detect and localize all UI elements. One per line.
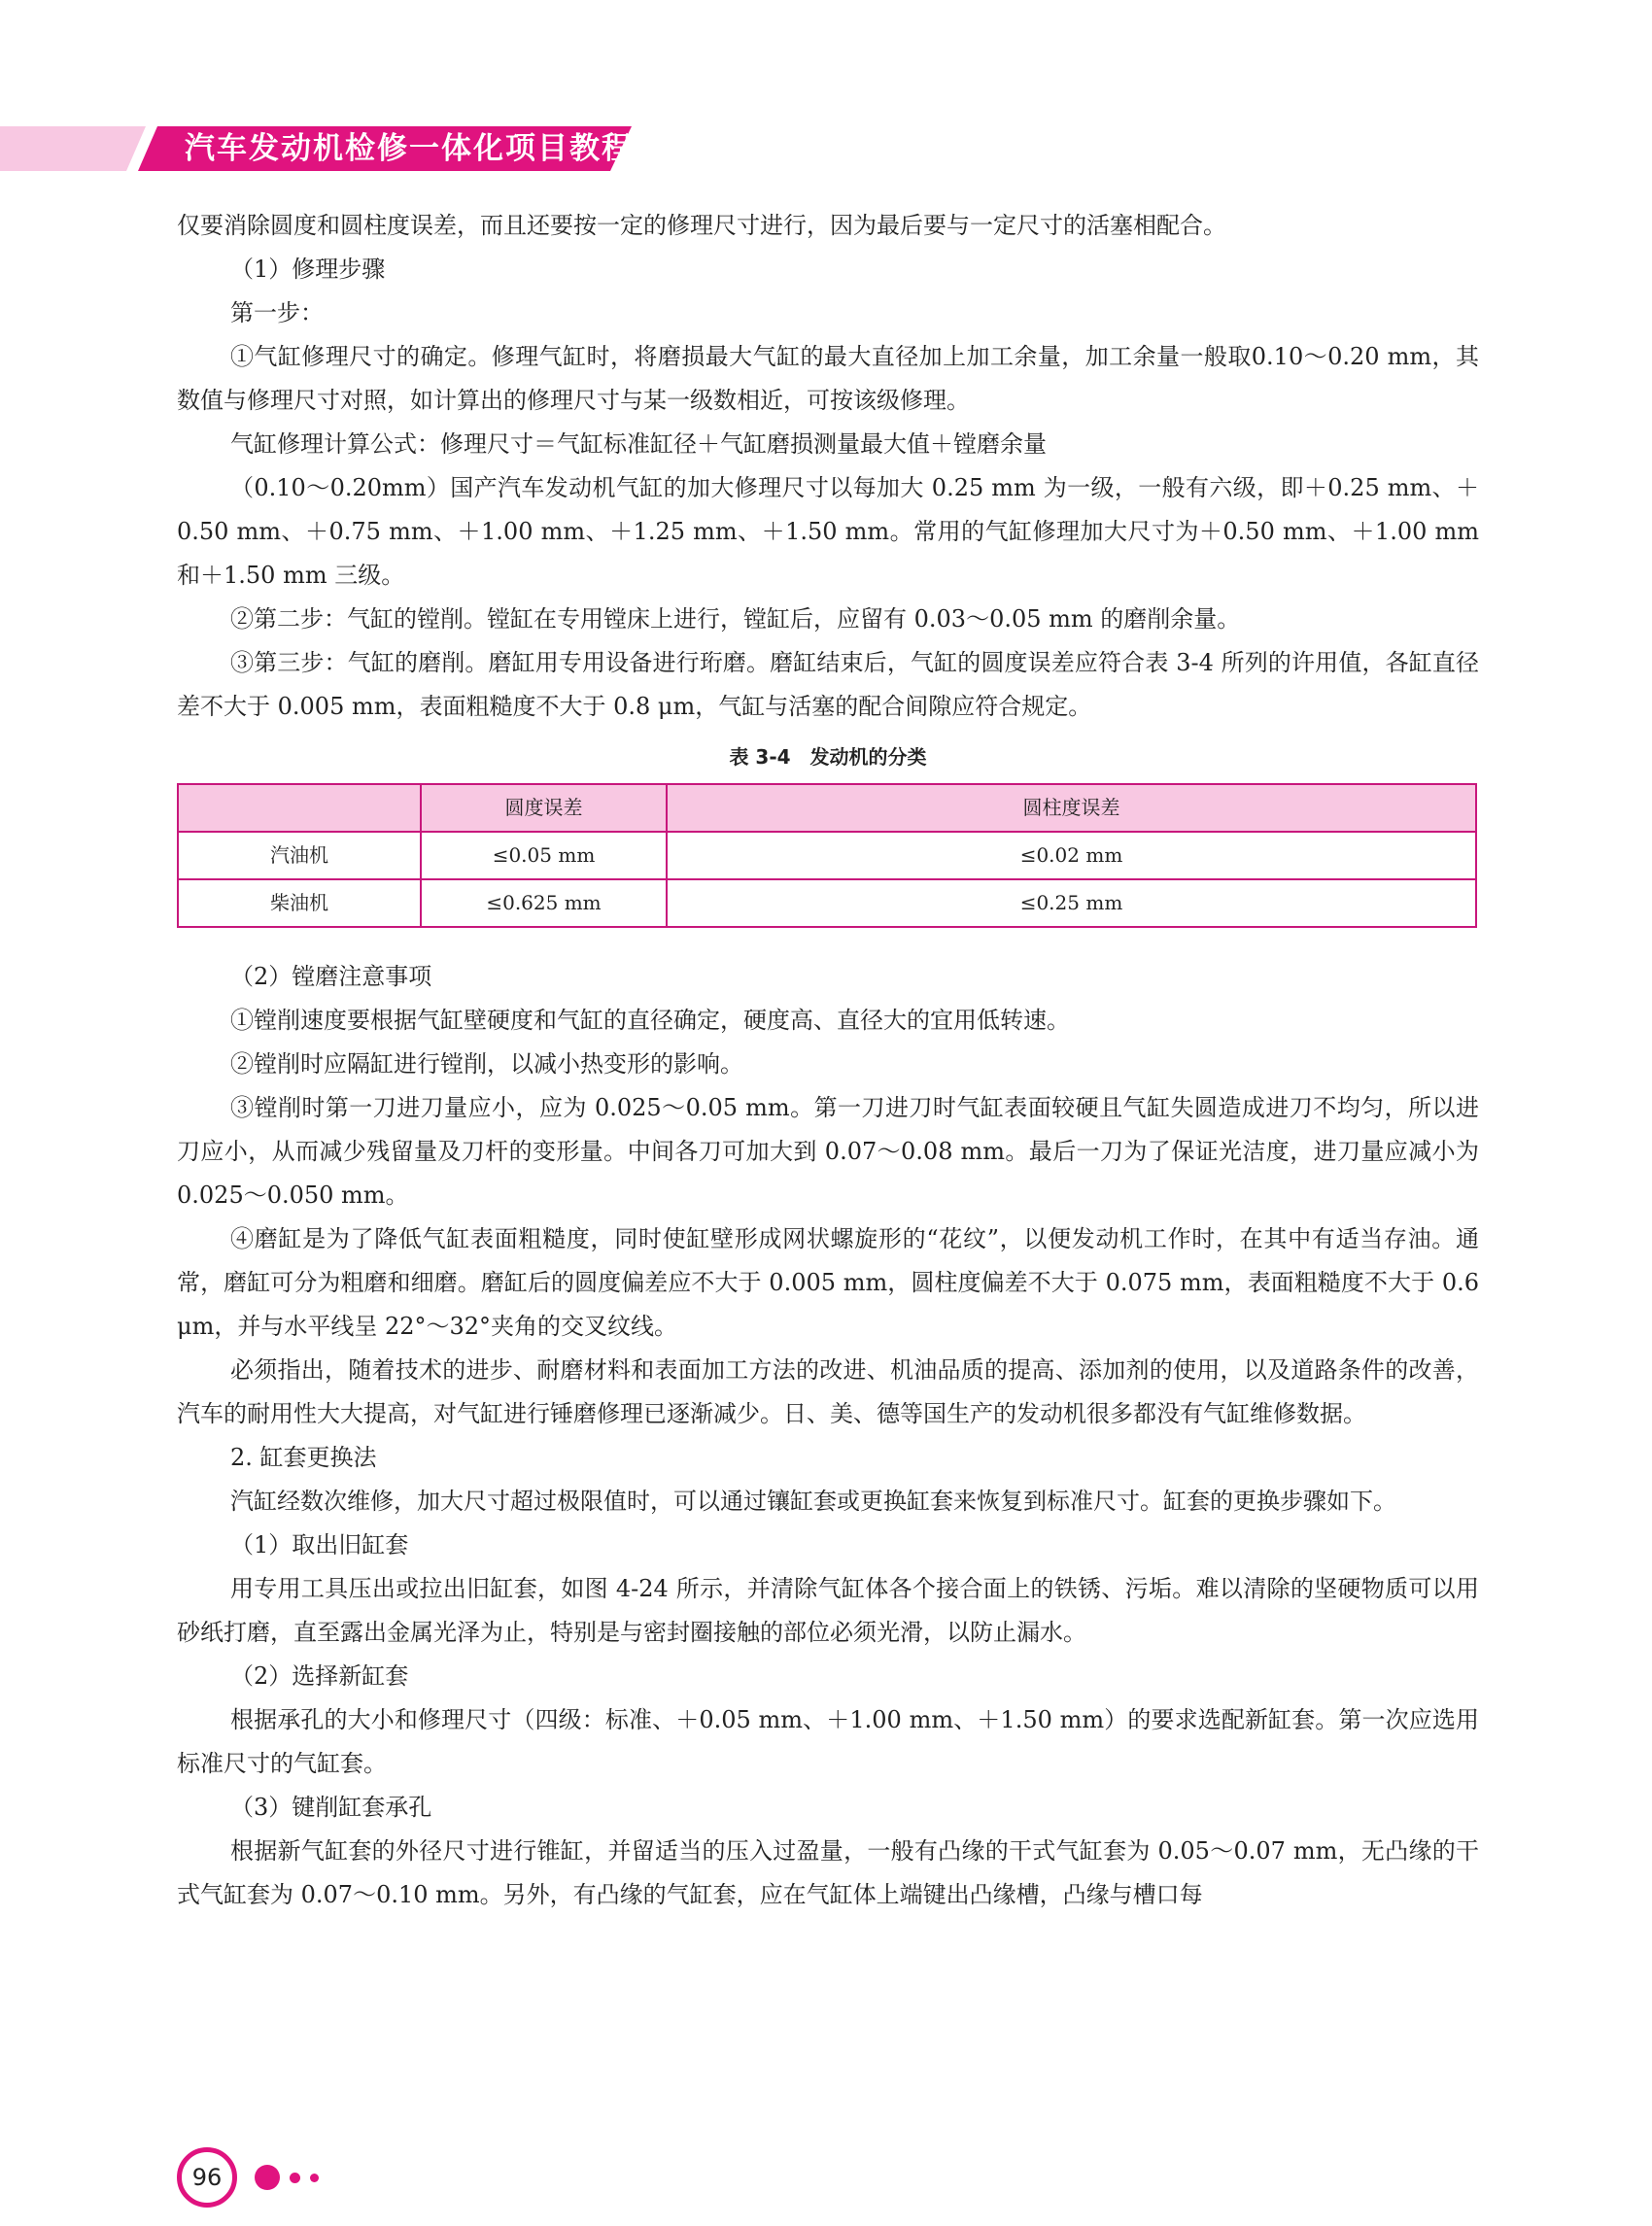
subheading: （2）镗磨注意事项 <box>230 963 432 990</box>
table-header-cell: 圆柱度误差 <box>667 784 1476 832</box>
table-cell: ≤0.25 mm <box>667 879 1476 927</box>
paragraph: 根据承孔的大小和修理尺寸（四级：标准、＋0.05 mm、＋1.00 mm、＋1.50 mm）的要求选配新缸套。第一次应选用标准尺寸的气缸套。 <box>177 1706 1479 1777</box>
paragraph: ①镗削速度要根据气缸壁硬度和气缸的直径确定，硬度高、直径大的宜用低转速。 <box>230 1007 1070 1034</box>
paragraph: 仅要消除圆度和圆柱度误差，而且还要按一定的修理尺寸进行，因为最后要与一定尺寸的活塞相配合。 <box>177 212 1226 239</box>
paragraph: ③第三步：气缸的磨削。磨缸用专用设备进行珩磨。磨缸结束后，气缸的圆度误差应符合表 3-4 所列的许用值，各缸直径差不大于 0.005 mm，表面粗糙度不大于 0.8 μm，气缸与活塞的配合间隙应符合规定。 <box>177 649 1479 720</box>
table-header-cell <box>178 784 421 832</box>
subheading: （3）键削缸套承孔 <box>230 1794 432 1821</box>
page-number-badge: 96 <box>177 2147 237 2208</box>
paragraph: 汽缸经数次维修，加大尺寸超过极限值时，可以通过镶缸套或更换缸套来恢复到标准尺寸。缸套的更换步骤如下。 <box>230 1488 1396 1515</box>
page-dot-small <box>310 2174 319 2182</box>
table-header-row <box>178 784 1476 832</box>
book-title: 汽车发动机检修一体化项目教程 <box>185 131 634 166</box>
section-heading: 2. 缸套更换法 <box>230 1444 377 1471</box>
paragraph: ②镗削时应隔缸进行镗削，以减小热变形的影响。 <box>230 1050 743 1078</box>
paragraph: ①气缸修理尺寸的确定。修理气缸时，将磨损最大气缸的最大直径加上加工余量，加工余量一般取0.10～0.20 mm，其数值与修理尺寸对照，如计算出的修理尺寸与某一级数相近，可按该级修理。 <box>177 343 1479 414</box>
paragraph: 用专用工具压出或拉出旧缸套，如图 4-24 所示，并清除气缸体各个接合面上的铁锈、污垢。难以清除的坚硬物质可以用砂纸打磨，直至露出金属光泽为止，特别是与密封圈接触的部位必须光滑，以防止漏水。 <box>177 1575 1479 1646</box>
paragraph: 第一步： <box>230 299 324 326</box>
table-cell: 汽油机 <box>178 832 421 879</box>
subheading: （1）修理步骤 <box>230 256 386 283</box>
table-cell: ≤0.02 mm <box>667 832 1476 879</box>
paragraph: 气缸修理计算公式：修理尺寸＝气缸标准缸径＋气缸磨损测量最大值＋镗磨余量 <box>230 430 1047 458</box>
subheading: （2）选择新缸套 <box>230 1662 409 1690</box>
table-caption: 表 3-4 发动机的分类 <box>729 745 927 769</box>
page-content <box>177 204 1479 1917</box>
table-row <box>178 879 1476 927</box>
page-dot-medium <box>290 2173 300 2183</box>
spec-table <box>177 783 1477 928</box>
table-cell: 柴油机 <box>178 879 421 927</box>
paragraph: ②第二步：气缸的镗削。镗缸在专用镗床上进行，镗缸后，应留有 0.03～0.05 mm 的磨削余量。 <box>230 605 1241 633</box>
table-row <box>178 832 1476 879</box>
page-dot-large <box>255 2165 280 2190</box>
paragraph: 必须指出，随着技术的进步、耐磨材料和表面加工方法的改进、机油品质的提高、添加剂的使用，以及道路条件的改善，汽车的耐用性大大提高，对气缸进行锤磨修理已逐渐减少。日、美、德等国生产的发动机很多都没有气缸维修数据。 <box>177 1356 1479 1427</box>
subheading: （1）取出旧缸套 <box>230 1531 409 1558</box>
paragraph: ③镗削时第一刀进刀量应小，应为 0.025～0.05 mm。第一刀进刀时气缸表面较硬且气缸失圆造成进刀不均匀，所以进刀应小，从而减少残留量及刀杆的变形量。中间各刀可加大到 0.07～0.08 mm。最后一刀为了保证光洁度，进刀量应减小为 0.025～0.050 mm。 <box>177 1094 1479 1209</box>
paragraph: ④磨缸是为了降低气缸表面粗糙度，同时使缸壁形成网状螺旋形的“花纹”，以便发动机工作时，在其中有适当存油。通常，磨缸可分为粗磨和细磨。磨缸后的圆度偏差应不大于 0.005 mm，圆柱度偏差不大于 0.075 mm，表面粗糙度不大于 0.6 μm，并与水平线呈 22°～32°夹角的交叉纹线。 <box>177 1225 1479 1340</box>
table-cell: ≤0.05 mm <box>421 832 667 879</box>
paragraph: 根据新气缸套的外径尺寸进行锥缸，并留适当的压入过盈量，一般有凸缘的干式气缸套为 0.05～0.07 mm，无凸缘的干式气缸套为 0.07～0.10 mm。另外，有凸缘的气缸套，应在气缸体上端键出凸缘槽，凸缘与槽口每 <box>177 1837 1479 1908</box>
table-header-cell: 圆度误差 <box>421 784 667 832</box>
table-cell: ≤0.625 mm <box>421 879 667 927</box>
paragraph: （0.10～0.20mm）国产汽车发动机气缸的加大修理尺寸以每加大 0.25 mm 为一级，一般有六级，即＋0.25 mm、＋0.50 mm、＋0.75 mm、＋1.00 mm、＋1.25 mm、＋1.50 mm。常用的气缸修理加大尺寸为＋0.50 mm、＋1.00 mm 和＋1.50 mm 三级。 <box>177 474 1479 589</box>
